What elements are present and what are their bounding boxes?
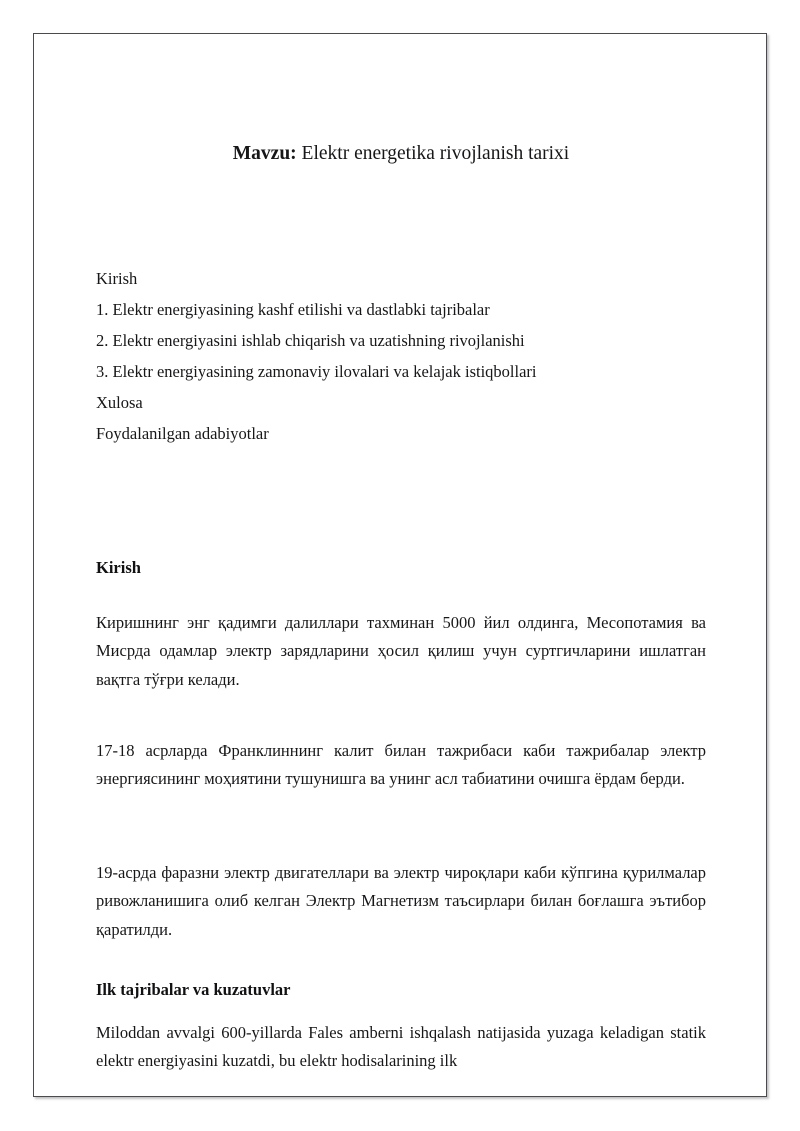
document-title [96, 141, 706, 167]
toc-item-2: 2. Elektr energiyasini ishlab chiqarish va uzatishning rivojlanishi [96, 331, 525, 350]
toc-item-xulosa: Xulosa [96, 393, 143, 412]
toc-item-kirish: Kirish [96, 269, 138, 288]
section-heading-kirish: Kirish [96, 557, 141, 577]
paragraph-kirish-3: 19-асрда фаразни электр двигателлари ва электр чироқлари каби кўпгина қурилмалар ривожланишига олиб келган Электр Магнетизм таъсирлари билан боғлашга эътибор қаратилди. [96, 862, 706, 939]
table-of-contents [96, 263, 706, 449]
paragraph-ilk-tajribalar-1: Miloddan avvalgi 600-yillarda Fales amberni ishqalash natijasida yuzaga keladigan statik elektr energiyasini kuzatdi, bu elektr hodisalarining ilk [96, 1022, 706, 1070]
document-title-label: Mavzu: [232, 143, 297, 165]
paragraph-kirish-1: Киришнинг энг қадимги далиллари тахминан 5000 йил олдинга, Месопотамия ва Мисрда одамлар электр зарядларини ҳосил қилиш учун суртгичларини ишлатган вақтга тўғри келади. [96, 612, 706, 689]
toc-item-1: 1. Elektr energiyasining kashf etilishi va dastlabki tajribalar [96, 300, 490, 319]
page-sheet-border [33, 33, 767, 1097]
section-heading-ilk-tajribalar: Ilk tajribalar va kuzatuvlar [96, 979, 291, 999]
page-content-area [96, 34, 706, 1096]
document-title-text: Elektr energetika rivojlanish tarixi [296, 143, 570, 165]
toc-item-references: Foydalanilgan adabiyotlar [96, 424, 269, 443]
toc-item-3: 3. Elektr energiyasining zamonaviy ilovalari va kelajak istiqbollari [96, 362, 537, 381]
paragraph-kirish-2: 17-18 асрларда Франклиннинг калит билан тажрибаси каби тажрибалар электр энергиясининг моҳиятини тушунишга ва унинг асл табиатини очишга ёрдам берди. [96, 740, 706, 788]
